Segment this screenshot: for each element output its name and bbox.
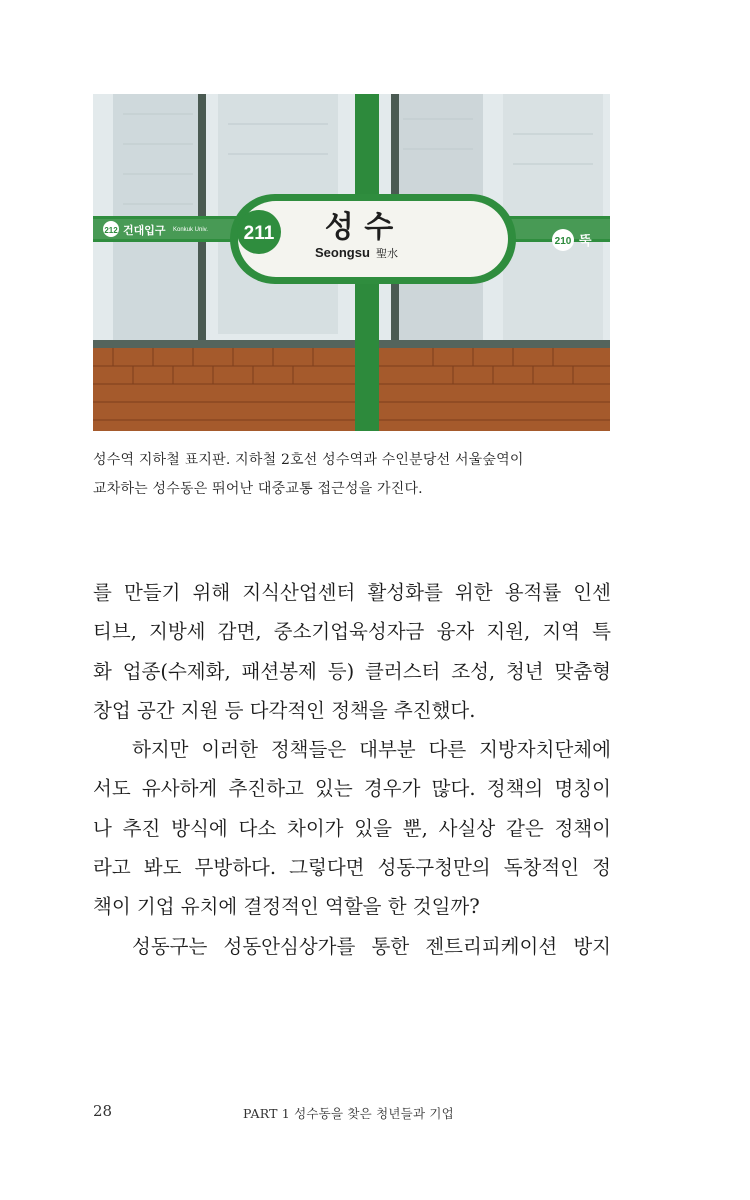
prev-station-number: 212 [104, 226, 118, 235]
next-station-number: 210 [554, 236, 572, 247]
body-line: 라고 봐도 무방하다. 그렇다면 성동구청만의 독창적인 정 [93, 856, 611, 880]
body-line: 책이 기업 유치에 결정적인 역할을 한 것일까? [93, 895, 480, 919]
photo-caption [93, 446, 613, 504]
caption-line: 성수역 지하철 표지판. 지하철 2호선 성수역과 수인분당선 서울숲역이 [93, 452, 524, 468]
station-name-en: Seongsu [315, 245, 370, 260]
page-footer [93, 1102, 611, 1124]
station-name-ko: 성 수 [324, 210, 394, 245]
prev-station-name-en: Konkuk Univ. [173, 227, 208, 233]
body-line: 창업 공간 지원 등 다각적인 정책을 추진했다. [93, 698, 476, 722]
prev-station-name: 건대입구 [123, 224, 166, 237]
caption-line: 교차하는 성수동은 뛰어난 대중교통 접근성을 가진다. [93, 481, 423, 497]
body-line: 하지만 이러한 정책들은 대부분 다른 지방자치단체에 [132, 738, 611, 762]
next-station-name: 뚝 [579, 234, 592, 249]
page-number: 28 [93, 1102, 113, 1120]
body-text [93, 573, 611, 966]
body-line: 성동구는 성동안심상가를 통한 젠트리피케이션 방지 [132, 934, 611, 958]
body-line: 티브, 지방세 감면, 중소기업육성자금 융자 지원, 지역 특 [93, 620, 611, 644]
running-head: PART 1 성수동을 찾은 청년들과 기업 [243, 1106, 454, 1121]
photo-scene [93, 94, 610, 431]
station-number: 211 [243, 223, 275, 244]
body-line: 나 추진 방식에 다소 차이가 있을 뿐, 사실상 같은 정책이 [93, 816, 611, 840]
station-sign-photo [93, 94, 610, 431]
station-name-hanja: 聖水 [376, 247, 398, 260]
body-line: 를 만들기 위해 지식산업센터 활성화를 위한 용적률 인센 [93, 581, 611, 604]
body-line: 화 업종(수제화, 패션봉제 등) 클러스터 조성, 청년 맞춤형 [93, 659, 611, 683]
body-line: 서도 유사하게 추진하고 있는 경우가 많다. 정책의 명칭이 [93, 777, 611, 801]
